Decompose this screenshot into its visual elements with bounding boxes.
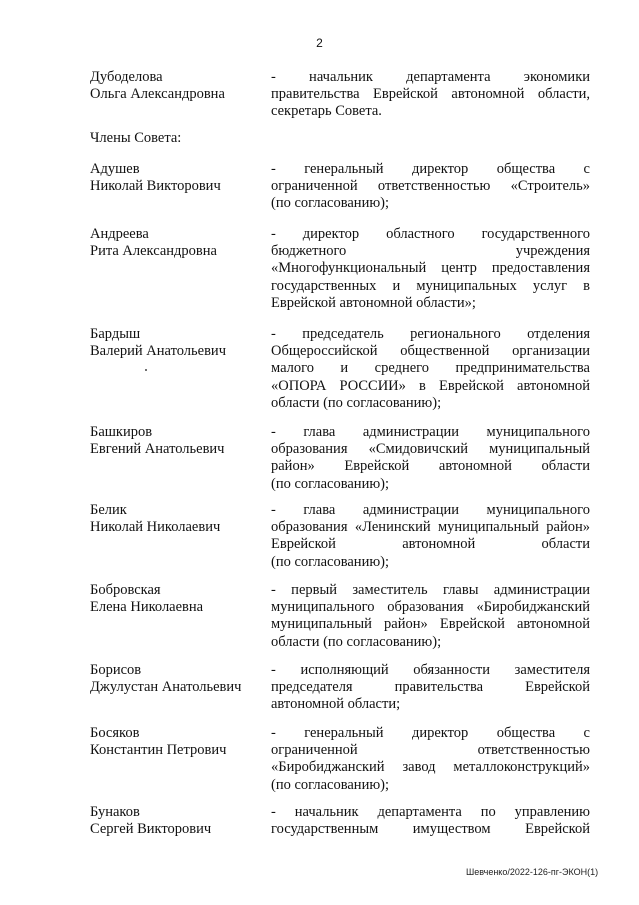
description-line: - генеральный директор общества с (271, 725, 590, 741)
given-names: Николай Викторович (90, 178, 221, 195)
position-description (271, 161, 590, 213)
description-line: (по согласованию); (271, 553, 390, 570)
given-names: Ольга Александровна (90, 86, 225, 103)
given-names: Константин Петрович (90, 742, 227, 759)
person-name (90, 502, 265, 536)
description-line: секретарь Совета. (271, 103, 382, 120)
position-description (271, 69, 590, 121)
surname: Босяков (90, 725, 140, 741)
description-line: председателя правительства Еврейской (271, 679, 590, 696)
person-name (90, 424, 265, 458)
description-line: правительства Еврейской автономной области, (271, 86, 590, 103)
surname: Бунаков (90, 804, 140, 820)
description-line: Общероссийской общественной организации (271, 343, 590, 360)
description-line: «Биробиджанский завод металлоконструкций» (271, 759, 590, 776)
surname: Бардыш (90, 326, 141, 342)
person-name (90, 69, 265, 103)
surname: Адушев (90, 161, 140, 177)
given-names: Евгений Анатольевич (90, 441, 225, 458)
description-line: муниципального образования «Биробиджанский (271, 599, 590, 616)
document-code: Шевченко/2022-126-пг-ЭКОН(1) (466, 867, 599, 877)
position-description (271, 502, 590, 571)
description-line: автономной области; (271, 696, 401, 713)
description-line: государственных и муниципальных услуг в (271, 277, 590, 294)
surname: Борисов (90, 662, 142, 678)
description-line: малого и среднего предпринимательства (271, 360, 590, 377)
description-line: - председатель регионального отделения (271, 326, 590, 342)
description-line: - глава администрации муниципального (271, 502, 590, 518)
description-line: - генеральный директор общества с (271, 161, 590, 177)
description-line: - начальник департамента экономики (271, 69, 590, 85)
page-number: 2 (316, 36, 323, 50)
person-name (90, 582, 265, 616)
description-line: «Многофункциональный центр предоставления (271, 260, 590, 277)
given-names: Николай Николаевич (90, 519, 221, 536)
description-line: - исполняющий обязанности заместителя (271, 662, 590, 678)
surname: Башкиров (90, 424, 153, 440)
given-names: Джулустан Анатольевич (90, 679, 242, 696)
position-description (271, 662, 590, 714)
given-names: Валерий Анатольевич (90, 343, 226, 360)
description-line: области (по согласованию); (271, 394, 442, 411)
person-name (90, 326, 265, 360)
position-description (271, 582, 590, 651)
description-line: «ОПОРА РОССИИ» в Еврейской автономной (271, 377, 590, 394)
given-names: Сергей Викторович (90, 821, 212, 838)
description-line: ограниченной ответственностью «Строитель» (271, 178, 590, 195)
description-line: бюджетного учреждения (271, 243, 590, 260)
description-line: образования «Ленинский муниципальный район» (271, 519, 590, 536)
surname: Дубоделова (90, 69, 163, 85)
position-description (271, 424, 590, 493)
person-name (90, 725, 265, 759)
description-line: (по согласованию); (271, 475, 390, 492)
position-description (271, 326, 590, 412)
scan-speck (145, 369, 147, 371)
given-names: Елена Николаевна (90, 599, 204, 616)
person-name (90, 226, 265, 260)
position-description (271, 804, 590, 838)
description-line: - начальник департамента по управлению (271, 804, 590, 820)
description-line: - глава администрации муниципального (271, 424, 590, 440)
description-line: - директор областного государственного (271, 226, 590, 242)
description-line: муниципальный район» Еврейской автономной (271, 616, 590, 633)
position-description (271, 725, 590, 794)
description-line: (по согласованию); (271, 195, 390, 212)
description-line: Еврейской автономной области (271, 536, 590, 553)
members-heading: Члены Совета: (90, 130, 182, 146)
description-line: области (по согласованию); (271, 633, 442, 650)
description-line: государственным имуществом Еврейской (271, 821, 590, 838)
person-name (90, 662, 265, 696)
description-line: Еврейской автономной области»; (271, 294, 476, 311)
person-name (90, 161, 265, 195)
description-line: район» Еврейской автономной области (271, 458, 590, 475)
description-line: образования «Смидовичский муниципальный (271, 441, 590, 458)
surname: Белик (90, 502, 127, 518)
description-line: (по согласованию); (271, 776, 390, 793)
description-line: - первый заместитель главы администрации (271, 582, 590, 598)
given-names: Рита Александровна (90, 243, 217, 260)
position-description (271, 226, 590, 312)
surname: Андреева (90, 226, 149, 242)
person-name (90, 804, 265, 838)
description-line: ограниченной ответственностью (271, 742, 590, 759)
surname: Бобровская (90, 582, 161, 598)
